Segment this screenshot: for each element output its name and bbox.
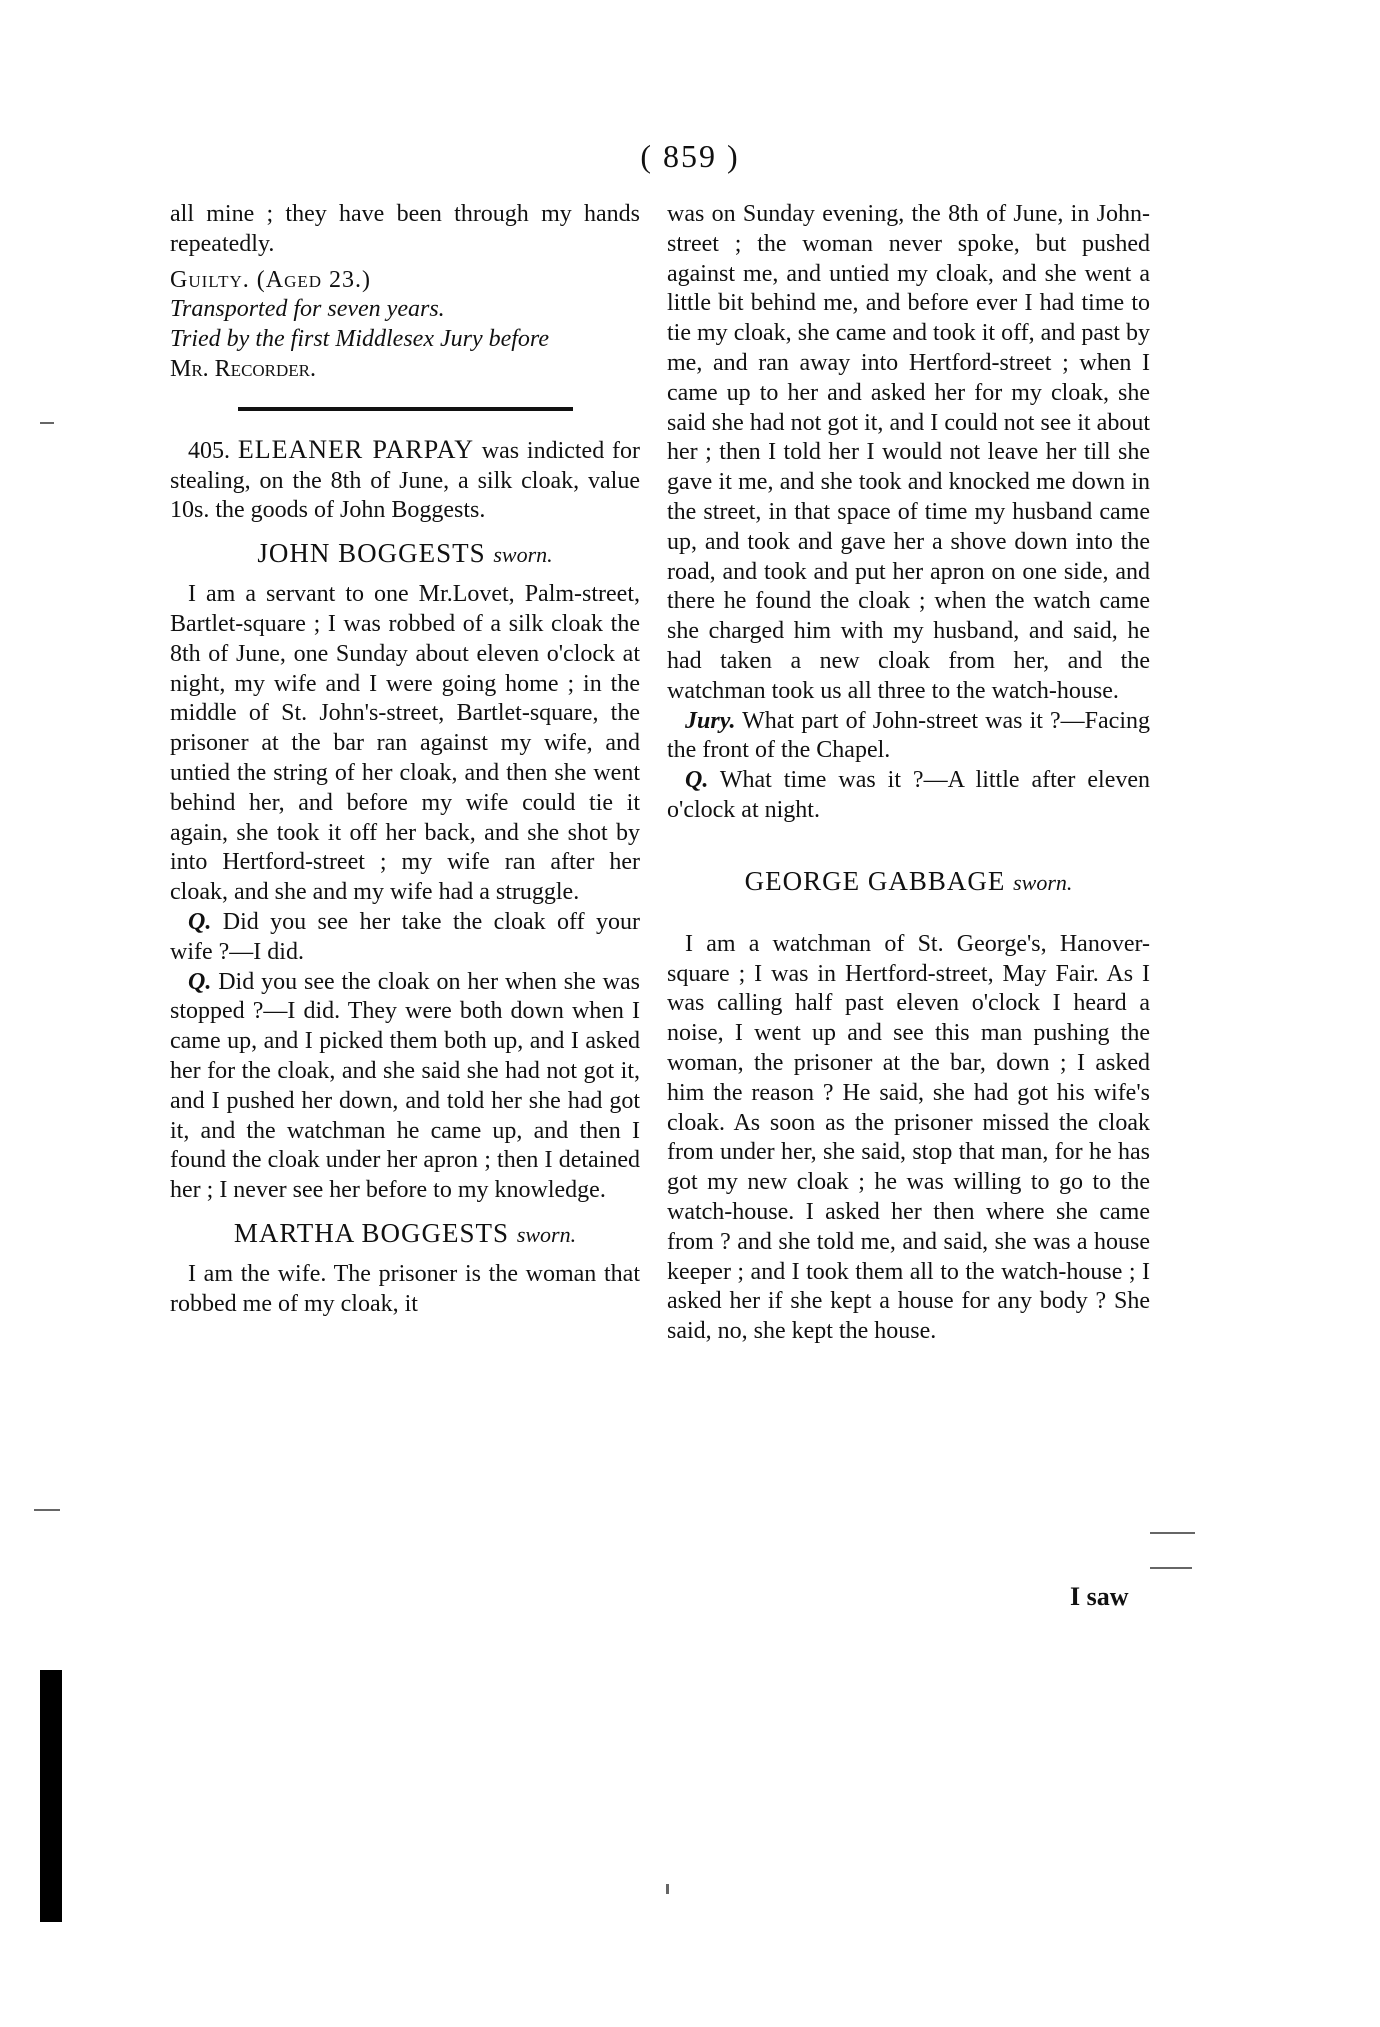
jury-mark: Jury. xyxy=(685,707,736,734)
witness-name: MARTHA BOGGESTS xyxy=(233,1217,510,1248)
question-paragraph xyxy=(667,707,1150,767)
question-mark: Q. xyxy=(188,968,212,995)
case-heading xyxy=(170,435,640,526)
case-name: ELEANER PARPAY xyxy=(237,434,474,464)
question-text: Did you see her take the cloak off your wife ?—I did. xyxy=(170,908,640,965)
continuation-text: all mine ; they have been through my hands repeatedly. xyxy=(170,201,640,257)
witness-heading xyxy=(667,864,1150,900)
catchword: I saw xyxy=(1070,1582,1129,1611)
question-paragraph xyxy=(667,766,1150,826)
testimony-paragraph: I am a watchman of St. George's, Hanover-square ; I was in Hertford-street, May Fair. As I was calling half past eleven o'clock I heard a noise, I went up and see this man pushing the woman, the prisoner at the bar, down ; I asked him the reason ? He said, she had got his wife's cloak. As soon as the prisoner missed the cloak from under her, she said, stop that man, for he has got my new cloak ; he was willing to go to the watch-house. I asked her then where she came from ? and she told me, and said, she was a house keeper ; and I took them all to the watch-house ; I asked her if she kept a house for any body ? She said, no, she kept the house. xyxy=(667,930,1150,1345)
case-number: 405. xyxy=(188,437,230,464)
scan-mark xyxy=(34,1509,60,1511)
section-rule xyxy=(238,407,573,411)
witness-name: GEORGE GABBAGE xyxy=(744,865,1006,896)
verdict: Guilty. (Aged 23.) xyxy=(170,266,372,293)
judge: Mr. Recorder. xyxy=(170,355,317,382)
testimony-paragraph: I am a servant to one Mr.Lovet, Palm-street, Bartlet-square ; I was robbed of a silk cloak the 8th of June, one Sunday about eleven o'clock at night, my wife and I were going home ; in the middle of St. John's-street, Bartlet-square, the prisoner at the bar ran against my wife, and untied the string of her cloak, and then she went behind her, and before my wife could tie it again, she took it off her back, and she shot by into Hertford-street ; my wife ran after her cloak, and she and my wife had a struggle. xyxy=(170,581,640,906)
scan-margin-bar xyxy=(40,1670,62,1922)
testimony-paragraph: was on Sunday evening, the 8th of June, in John-street ; the woman never spoke, but pushed against me, and untied my cloak, and she went a little bit behind me, and before ever I had time to tie my cloak, she came and took it off, and past by me, and ran away into Hertford-street ; when I came up to her and asked her for my cloak, she said she had not got it, and I could not see it about her ; then I told her I would not leave her till she gave it me, and she took and knocked me down in the street, in that space of time my husband came up, and took and gave her a shove down into the road, and took and put her apron on one side, and there he found the cloak ; when the watch came she charged him with my husband, and said, he had taken a new cloak from her, and the watchman took us all three to the watch-house. xyxy=(667,201,1150,704)
witness-name: JOHN BOGGESTS xyxy=(257,538,486,569)
case-indictment: was indicted for stealing, on the 8th of June, a silk cloak, value 10s. the goods of John Boggests. xyxy=(170,437,640,524)
witness-heading xyxy=(170,1216,640,1252)
question-text: What time was it ?—A little after eleven o'clock at night. xyxy=(667,767,1150,823)
question-paragraph xyxy=(170,968,640,1206)
sworn-label: sworn. xyxy=(516,1221,577,1247)
sentence: Transported for seven years. xyxy=(170,296,445,323)
tried-by: Tried by the first Middlesex Jury before xyxy=(170,326,550,353)
scan-mark xyxy=(1150,1532,1195,1534)
question-paragraph xyxy=(170,908,640,968)
right-column xyxy=(667,200,1150,1347)
witness-heading xyxy=(170,536,640,572)
testimony-paragraph: I am the wife. The prisoner is the woman that robbed me of my cloak, it xyxy=(170,1260,640,1317)
question-mark: Q. xyxy=(188,908,212,935)
question-text: What part of John-street was it ?—Facing the front of the Chapel. xyxy=(667,707,1150,764)
page-number: ( 859 ) xyxy=(640,138,740,174)
sworn-label: sworn. xyxy=(1013,869,1073,895)
question-mark: Q. xyxy=(685,767,709,794)
sworn-label: sworn. xyxy=(493,542,553,568)
left-column xyxy=(170,200,640,1320)
scan-mark xyxy=(666,1884,669,1894)
question-text: Did you see the cloak on her when she was stopped ?—I did. They were both down when I came up, and I picked them both up, and I asked her for the cloak, and she said she had not got it, and I pushed her down, and told her she had got it, and the watchman he came up, and then I found the cloak under her apron ; then I detained her ; I never see her before to my knowledge. xyxy=(170,968,640,1204)
scan-mark xyxy=(1150,1567,1192,1569)
scan-mark xyxy=(40,422,54,424)
